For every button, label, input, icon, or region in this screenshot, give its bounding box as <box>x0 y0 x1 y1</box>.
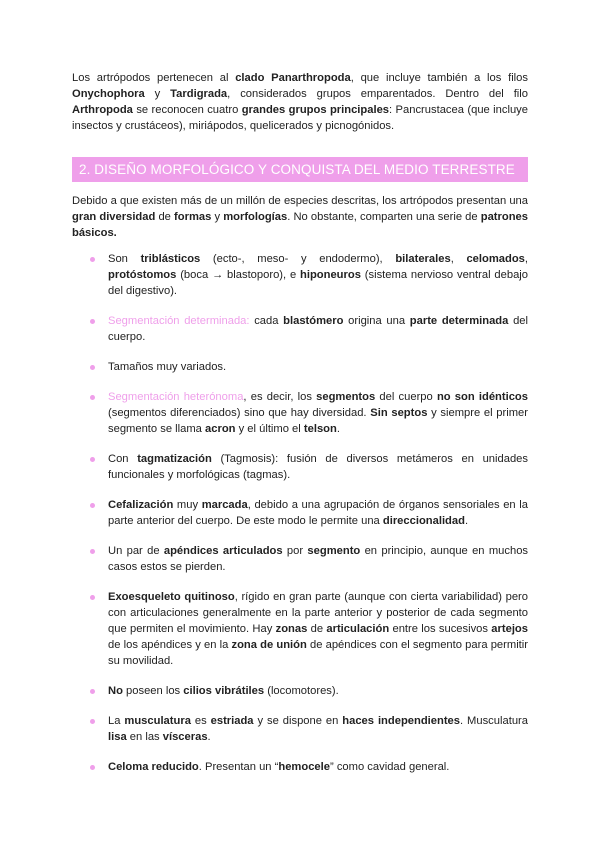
bold-text: Onychophora <box>72 88 145 100</box>
text: Los artrópodos pertenecen al <box>72 72 236 84</box>
bold-text: telson <box>303 423 337 435</box>
text: . <box>464 515 469 527</box>
bold-text: direccionalidad <box>382 515 465 527</box>
bullet-dot-icon <box>90 689 95 694</box>
text: y el último el <box>235 423 304 435</box>
bold-text: gran diversidad <box>72 211 156 223</box>
text: Con <box>108 453 138 465</box>
bold-text: protóstomos <box>108 269 177 281</box>
pink-text: Segmentación heterónoma <box>108 391 244 403</box>
text: entre los sucesivos <box>389 623 492 635</box>
bold-text: clado Panarthropoda <box>235 72 351 84</box>
bold-text: apéndices articulados <box>163 545 283 557</box>
bullet-dot-icon <box>90 319 95 324</box>
bold-text: Sin septos <box>370 407 428 419</box>
text: . <box>207 731 211 743</box>
text: (ecto-, meso- y endodermo), <box>200 253 396 265</box>
list-item <box>72 251 528 299</box>
bold-text: hemocele <box>278 761 330 773</box>
bold-text: marcada <box>201 499 248 511</box>
bullet-dot-icon <box>90 719 95 724</box>
list-item-text <box>108 713 528 745</box>
text: . Musculatura <box>460 715 528 727</box>
text: de apéndices con el segmento para permitir su movilidad. <box>108 639 528 667</box>
pink-text: Segmentación determinada: <box>108 315 250 327</box>
text: , rígido en gran parte (aunque con cierta variabilidad) pero con articulaciones generalmente en la parte anterior y posterior de cada segmento que permiten el movimiento. Hay <box>108 591 528 635</box>
text: , considerados grupos emparentados. Dentro del filo <box>227 88 528 100</box>
bold-text: hiponeuros <box>300 269 361 281</box>
text: es <box>190 715 211 727</box>
text: , <box>524 253 529 265</box>
bold-text: cilios vibrátiles <box>183 685 265 697</box>
text: y <box>144 88 171 100</box>
list-item-text <box>108 359 528 375</box>
bold-text: morfologías <box>223 211 288 223</box>
bold-text: articulación <box>326 623 390 635</box>
text: (Tagmosis): fusión de diversos metámeros en unidades funcionales y morfológicas (tagmas). <box>108 453 528 481</box>
list-item <box>72 389 528 437</box>
text: Tamaños muy variados. <box>108 361 227 373</box>
bullet-dot-icon <box>90 765 95 770</box>
list-item-text <box>108 313 528 345</box>
intro-paragraph <box>72 70 528 134</box>
list-item <box>72 589 528 669</box>
list-item <box>72 451 528 483</box>
bold-text: estriada <box>210 715 254 727</box>
bullet-dot-icon <box>90 365 95 370</box>
text: poseen los <box>122 685 184 697</box>
list-item-text <box>108 759 528 775</box>
text: muy <box>173 499 202 511</box>
bold-text: No <box>108 685 123 697</box>
list-item-text <box>108 497 528 529</box>
bold-text: segmento <box>307 545 361 557</box>
text: del cuerpo <box>375 391 437 403</box>
bold-text: Tardigrada <box>170 88 228 100</box>
bold-text: artejos <box>491 623 528 635</box>
text: en las <box>126 731 163 743</box>
bold-text: haces independientes <box>342 715 460 727</box>
text: (boca → blastoporo), e <box>176 269 301 281</box>
text: del cuerpo. <box>108 315 528 343</box>
text: en principio, aunque en muchos casos estos se pierden. <box>108 545 529 573</box>
text: origina una <box>343 315 410 327</box>
bold-text: grandes grupos principales <box>241 104 390 116</box>
bold-text: bilaterales <box>395 253 451 265</box>
bold-text: vísceras <box>162 731 208 743</box>
list-item-text <box>108 683 528 699</box>
bold-text: Arthropoda <box>72 104 133 116</box>
text: y siempre el primer segmento se llama <box>108 407 529 435</box>
list-item <box>72 497 528 529</box>
list-item <box>72 759 528 775</box>
bullet-dot-icon <box>90 395 95 400</box>
text: de los apéndices y en la <box>108 639 232 651</box>
bold-text: parte determinada <box>409 315 509 327</box>
bullet-dot-icon <box>90 257 95 262</box>
bold-text: triblásticos <box>140 253 201 265</box>
text: (locomotores). <box>264 685 339 697</box>
text: Debido a que existen más de un millón de especies descritas, los artrópodos presentan una <box>72 195 528 207</box>
bullet-dot-icon <box>90 457 95 462</box>
text: : Pancrustacea (que incluye insectos y crustáceos), miriápodos, quelicerados y picnogónidos. <box>72 104 528 132</box>
text: La <box>108 715 125 727</box>
bold-text: no son idénticos <box>436 391 528 403</box>
text: . Presentan un “ <box>198 761 279 773</box>
bold-text: zona de unión <box>231 639 307 651</box>
bullet-dot-icon <box>90 503 95 508</box>
bold-text: formas <box>174 211 212 223</box>
text: . <box>336 423 340 435</box>
list-item-text <box>108 543 528 575</box>
bullet-dot-icon <box>90 549 95 554</box>
text: . No obstante, comparten una serie de <box>287 211 481 223</box>
text: se reconocen cuatro <box>132 104 242 116</box>
text: , <box>450 253 467 265</box>
text: por <box>282 545 308 557</box>
text: (sistema nervioso ventral debajo del digestivo). <box>108 269 528 297</box>
bold-text: tagmatización <box>137 453 212 465</box>
bold-text: blastómero <box>283 315 344 327</box>
text: (segmentos diferenciados) sino que hay diversidad. <box>108 407 371 419</box>
text: de <box>155 211 175 223</box>
list-item-text <box>108 389 528 437</box>
list-item <box>72 359 528 375</box>
text: y se dispone en <box>253 715 343 727</box>
bold-text: acron <box>205 423 236 435</box>
bold-text: celomados <box>466 253 525 265</box>
bullet-dot-icon <box>90 595 95 600</box>
text: ” como cavidad general. <box>330 761 450 773</box>
list-item <box>72 683 528 699</box>
bold-text: musculatura <box>124 715 191 727</box>
bold-text: Celoma reducido <box>108 761 199 773</box>
list-item <box>72 313 528 345</box>
list-item-text <box>108 589 528 669</box>
bold-text: segmentos <box>316 391 376 403</box>
text: Un par de <box>108 545 164 557</box>
text: , debido a una agrupación de órganos sensoriales en la parte anterior del cuerpo. De este modo le permite una <box>108 499 528 527</box>
text: cada <box>249 315 284 327</box>
list-item <box>72 713 528 745</box>
lead-paragraph <box>72 193 528 241</box>
bullet-list <box>72 251 528 789</box>
text: , es decir, los <box>243 391 317 403</box>
list-item <box>72 543 528 575</box>
bold-text: Cefalización <box>108 499 174 511</box>
bold-text: lisa <box>108 731 127 743</box>
bold-text: zonas <box>275 623 308 635</box>
bold-text: patrones básicos. <box>72 211 528 239</box>
text: y <box>211 211 224 223</box>
list-item-text <box>108 251 528 299</box>
text: de <box>307 623 327 635</box>
list-item-text <box>108 451 528 483</box>
text: Son <box>108 253 141 265</box>
text: , que incluye también a los filos <box>350 72 528 84</box>
section-heading: 2. DISEÑO MORFOLÓGICO Y CONQUISTA DEL MEDIO TERRESTRE <box>72 157 528 182</box>
bold-text: Exoesqueleto quitinoso <box>108 591 235 603</box>
